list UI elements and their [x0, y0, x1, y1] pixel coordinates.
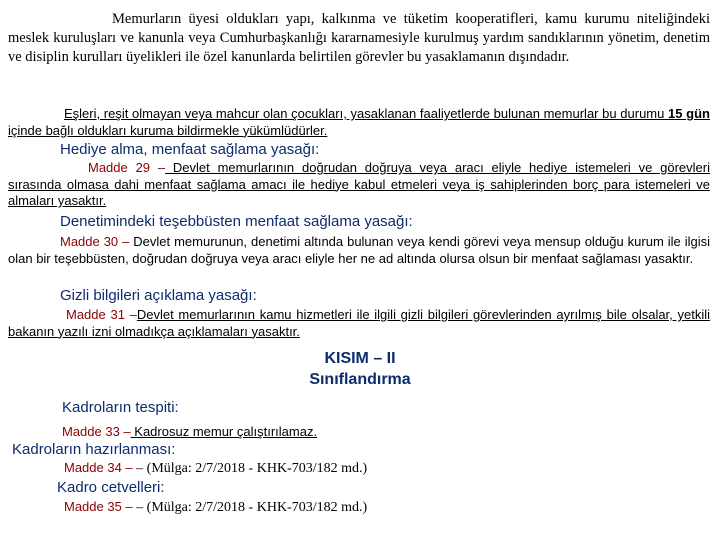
intro-paragraph: [8, 10, 710, 67]
article-34-paragraph: [64, 460, 367, 477]
spouse-notice-text: Eşleri, reşit olmayan veya mahcur olan çocukları, yasaklanan faaliyetlerde bulunan memurlar bu durumu 15 gün içinde bağlı oldukları kuruma bildirmekle yükümlüdürler.: [8, 106, 710, 138]
article-31-paragraph: [8, 307, 710, 340]
article-31-label: Madde 31 –: [66, 307, 137, 322]
article-30-paragraph: [8, 234, 710, 267]
article-31-heading: Gizli bilgileri açıklama yasağı:: [60, 287, 257, 304]
article-29-paragraph: [8, 160, 710, 210]
intro-text: Memurların üyesi oldukları yapı, kalkınma ve tüketim kooperatifleri, kamu kurumu niteliğindeki meslek kuruluşları ve kanunla veya Cumhurbaşkanlığı kararnamesiyle kurulmuş yardım sandıklarının yönetim, denetim ve disiplin kurulları üyelikleri ile özel kanunlarda belirtilen görevler bu yasaklamanın dışındadır.: [8, 11, 710, 65]
article-34-label: Madde 34 –: [64, 460, 133, 475]
part-title: KISIM – II: [324, 350, 396, 367]
article-30-text: Devlet memurunun, denetimi altında bulunan veya kendi görevi veya mensup olduğu kurum ile ilgisi olan bir teşebbüsten, doğrudan doğruya veya aracı eliyle her ne ad altında olursa olsun bir menfaat sağlaması yasaktır.: [8, 234, 710, 266]
article-29-text: Devlet memurlarının doğrudan doğruya veya aracı eliyle hediye istemeleri ve görevleri sırasında olmasa dahi menfaat sağlama amacı ile hediye kabul etmeleri veya iş sahiplerinden borç para istemeleri ve almaları yasaktır.: [8, 160, 710, 208]
deadline-value: 15 gün: [668, 106, 710, 121]
article-35-paragraph: [64, 499, 367, 516]
article-33-label: Madde 33 –: [62, 424, 131, 439]
article-33-text: Kadrosuz memur çalıştırılamaz.: [130, 424, 318, 439]
spouse-notice-paragraph: [8, 106, 710, 139]
article-35-label: Madde 35 –: [64, 499, 133, 514]
article-34-heading: Kadroların hazırlanması:: [12, 441, 176, 458]
article-33-heading: Kadroların tespiti:: [62, 399, 179, 416]
article-30-label: Madde 30 –: [60, 234, 130, 249]
article-30-heading: Denetimindeki teşebbüsten menfaat sağlama yasağı:: [60, 213, 413, 230]
article-34-text: – (Mülga: 2/7/2018 - KHK-703/182 md.): [132, 461, 368, 476]
article-35-heading: Kadro cetvelleri:: [57, 479, 165, 496]
article-31-text: Devlet memurlarının kamu hizmetleri ile ilgili gizli bilgileri görevlerinden ayrılmış bile olsalar, yetkili bakanın yazılı izni olmadıkça açıklamaları yasaktır.: [8, 307, 711, 339]
article-29-label: Madde 29 –: [88, 160, 166, 175]
part-subtitle: Sınıflandırma: [309, 371, 411, 388]
article-29-heading: Hediye alma, menfaat sağlama yasağı:: [60, 141, 320, 158]
article-35-text: – (Mülga: 2/7/2018 - KHK-703/182 md.): [132, 500, 368, 515]
article-33-paragraph: [62, 424, 317, 440]
